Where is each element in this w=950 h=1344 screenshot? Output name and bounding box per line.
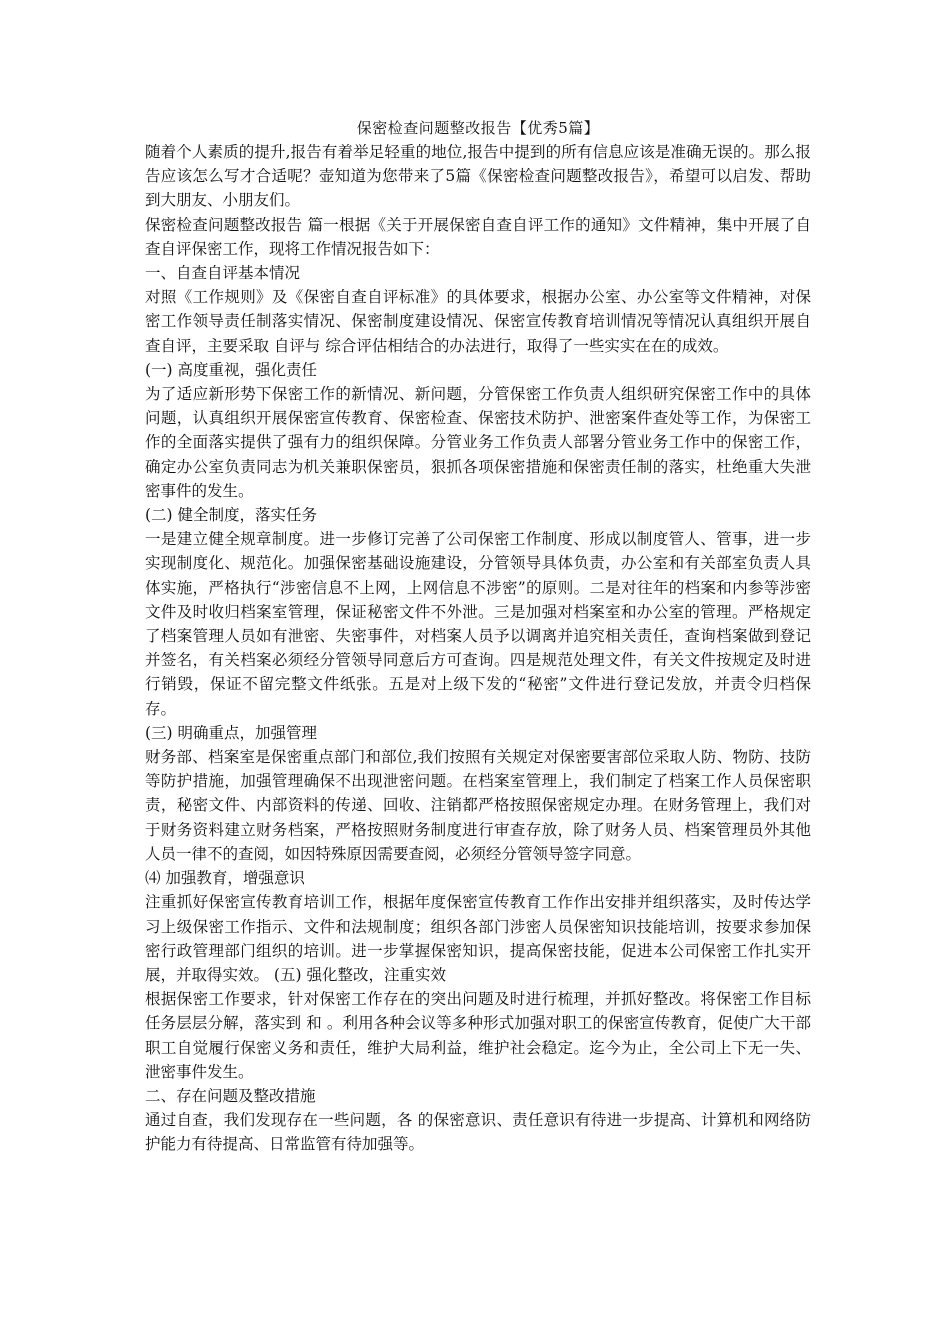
section-heading: 一、自查自评基本情况 xyxy=(145,264,301,283)
body-paragraph: 根据保密工作要求，针对保密工作存在的突出问题及时进行梳理，并抓好整改。将保密工作目标任务层层分解，落实到 和 。利用各种会议等多种形式加强对职工的保密宣传教育，促使广大干部职工自觉履行保密义务和责任，维护大局利益，维护社会稳定。迄今为止，全公司上下无一失、泄密事件发生。 xyxy=(145,990,811,1081)
document-page xyxy=(145,118,811,1157)
body-paragraph: 随着个人素质的提升,报告有着举足轻重的地位,报告中提到的所有信息应该是准确无误的。那么报告应该怎么写才合适呢？壶知道为您带来了5篇《保密检查问题整改报告》，希望可以启发、帮助到大朋友、小朋友们。 xyxy=(145,143,811,210)
section-heading: ⑷ 加强教育，增强意识 xyxy=(145,869,305,888)
body-paragraph: 注重抓好保密宣传教育培训工作，根据年度保密宣传教育工作作出安排并组织落实，及时传达学习上级保密工作指示、文件和法规制度；组织各部门涉密人员保密知识技能培训，按要求参加保密行政管理部门组织的培训。进一步掌握保密知识，提高保密技能，促进本公司保密工作扎实开展，并取得实效。 (五) 强化整改，注重实效 xyxy=(145,893,811,984)
body-paragraph: 对照《工作规则》及《保密自查自评标准》的具体要求，根据办公室、办公室等文件精神，对保密工作领导责任制落实情况、保密制度建设情况、保密宣传教育培训情况等情况认真组织开展自查自评，主要采取 自评与 综合评估相结合的办法进行，取得了一些实实在在的成效。 xyxy=(145,288,811,355)
section-heading: (三) 明确重点，加强管理 xyxy=(145,723,318,742)
body-paragraph: 通过自查，我们发现存在一些问题，各 的保密意识、责任意识有待进一步提高、计算机和网络防护能力有待提高、日常监管有待加强等。 xyxy=(145,1111,811,1154)
body-paragraph: 保密检查问题整改报告 篇一根据《关于开展保密自查自评工作的通知》文件精神，集中开展了自查自评保密工作，现将工作情况报告如下： xyxy=(145,215,811,258)
body-paragraph: 财务部、档案室是保密重点部门和部位,我们按照有关规定对保密要害部位采取人防、物防、技防等防护措施，加强管理确保不出现泄密问题。在档案室管理上，我们制定了档案工作人员保密职责，秘密文件、内部资料的传递、回收、注销都严格按照保密规定办理。在财务管理上，我们对于财务资料建立财务档案，严格按照财务制度进行审查存放，除了财务人员、档案管理员外其他人员一律不的查阅，如因特殊原因需要查阅，必须经分管领导签字同意。 xyxy=(145,748,811,863)
body-paragraph: 为了适应新形势下保密工作的新情况、新问题，分管保密工作负责人组织研究保密工作中的具体问题，认真组织开展保密宣传教育、保密检查、保密技术防护、泄密案件查处等工作，为保密工作的全面落实提供了强有力的组织保障。分管业务工作负责人部署分管业务工作中的保密工作，确定办公室负责同志为机关兼职保密员，狠抓各项保密措施和保密责任制的落实，杜绝重大失泄密事件的发生。 xyxy=(145,385,811,500)
document-title: 保密检查问题整改报告【优秀5篇】 xyxy=(356,119,600,137)
section-heading: (一) 高度重视，强化责任 xyxy=(145,360,318,379)
section-heading: 二、存在问题及整改措施 xyxy=(145,1086,316,1105)
body-paragraph: 一是建立健全规章制度。进一步修订完善了公司保密工作制度、形成以制度管人、管事，进一步实现制度化、规范化。加强保密基础设施建设，分管领导具体负责，办公室和有关部室负责人具体实施，严格执行“涉密信息不上网，上网信息不涉密”的原则。二是对往年的档案和内参等涉密文件及时收归档案室管理，保证秘密文件不外泄。三是加强对档案室和办公室的管理。严格规定了档案管理人员如有泄密、失密事件，对档案人员予以调离并追究相关责任，查询档案做到登记并签名，有关档案必须经分管领导同意后方可查询。四是规范处理文件，有关文件按规定及时进行销毁，保证不留完整文件纸张。五是对上级下发的“秘密”文件进行登记发放，并责令归档保存。 xyxy=(145,530,811,718)
section-heading: (二) 健全制度，落实任务 xyxy=(145,506,318,525)
document-body xyxy=(145,140,811,1157)
